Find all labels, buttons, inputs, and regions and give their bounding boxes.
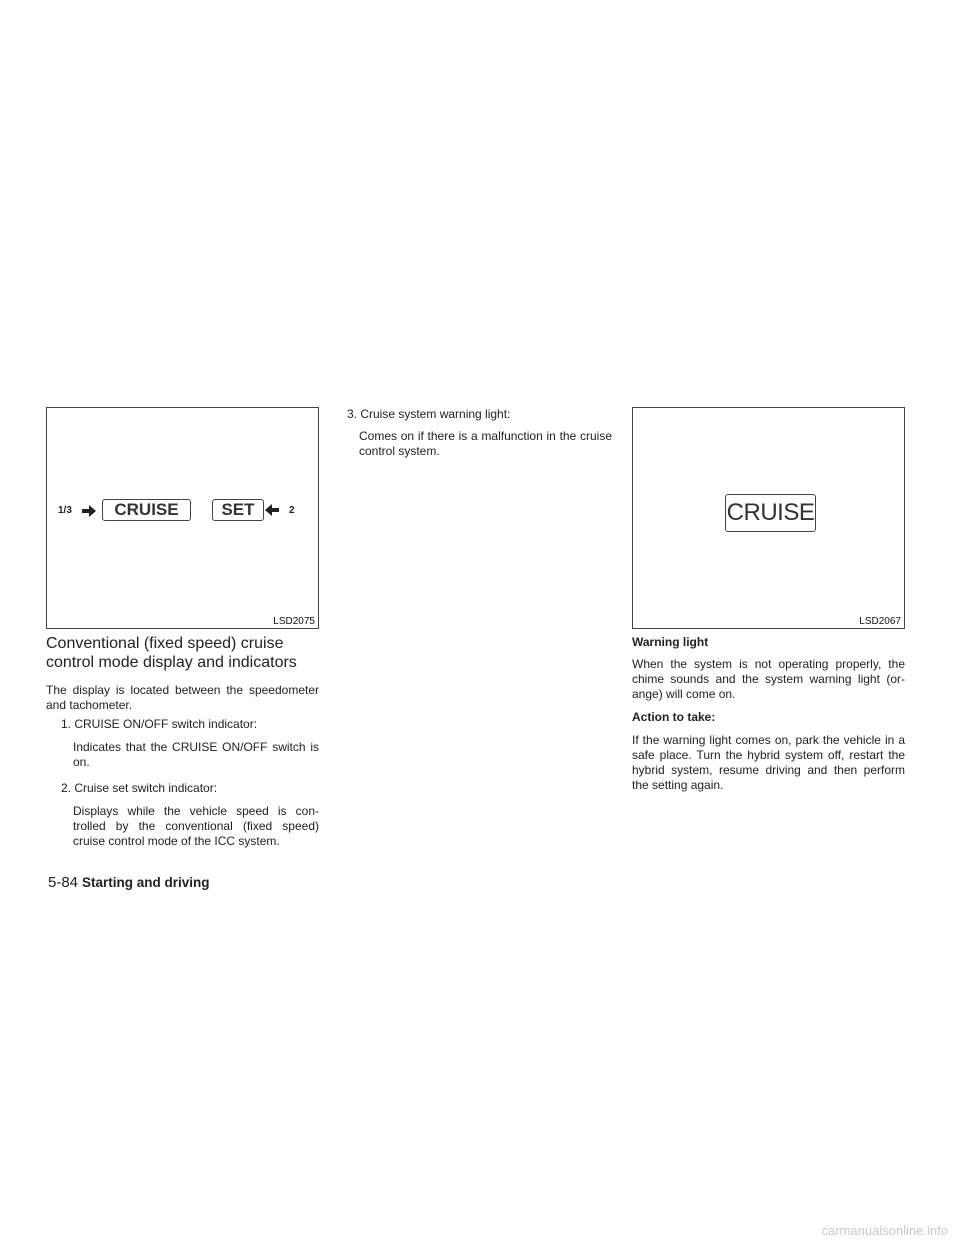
figure-code: LSD2067 <box>859 616 901 627</box>
warning-light-text: When the system is not operating properly, the chime sounds and the system warning light (or- ange) will come on. <box>632 657 905 701</box>
callout-1-3: 1/3 <box>58 505 72 516</box>
item-3-desc: Comes on if there is a malfunction in the cruise control system. <box>359 429 612 458</box>
set-indicator <box>212 499 264 521</box>
warning-light-title: Warning light <box>632 635 709 649</box>
page-number: 5-84 <box>48 874 79 891</box>
item-2-label: 2. Cruise set switch indicator: <box>61 781 218 795</box>
action-text: If the warning light comes on, park the vehicle in a safe place. Turn the hybrid system off, restart the hybrid system, resume driving and then perform the setting again. <box>632 733 905 792</box>
item-3-label: 3. Cruise system warning light: <box>347 407 511 421</box>
cruise-warning-label: CRUISE <box>726 499 815 526</box>
figure-warning-light <box>632 407 905 629</box>
arrow-right-icon <box>82 505 96 517</box>
action-title: Action to take: <box>632 710 716 724</box>
heading-line-1: Conventional (fixed speed) cruise <box>46 635 284 652</box>
figure-indicators <box>46 407 319 629</box>
item-1-label: 1. CRUISE ON/OFF switch indicator: <box>61 717 258 731</box>
heading-line-2: control mode display and indicators <box>46 654 297 671</box>
section-heading <box>46 634 326 672</box>
cruise-warning-indicator <box>725 494 816 532</box>
figure-code: LSD2075 <box>273 616 315 627</box>
item-1-desc: Indicates that the CRUISE ON/OFF switch is on. <box>73 740 319 769</box>
intro-paragraph: The display is located between the speedometer and tachometer. <box>46 683 319 712</box>
arrow-left-icon <box>265 504 279 516</box>
item-2-desc: Displays while the vehicle speed is con- trolled by the conventional (fixed speed) cruise control mode of the ICC system. <box>73 804 319 848</box>
cruise-indicator-label: CRUISE <box>114 500 179 519</box>
cruise-indicator <box>102 499 191 521</box>
set-indicator-label: SET <box>221 500 255 519</box>
watermark: carmanualsonline.info <box>821 1223 948 1238</box>
callout-2: 2 <box>289 505 295 516</box>
chapter-title: Starting and driving <box>82 875 210 890</box>
page-footer <box>48 874 210 891</box>
